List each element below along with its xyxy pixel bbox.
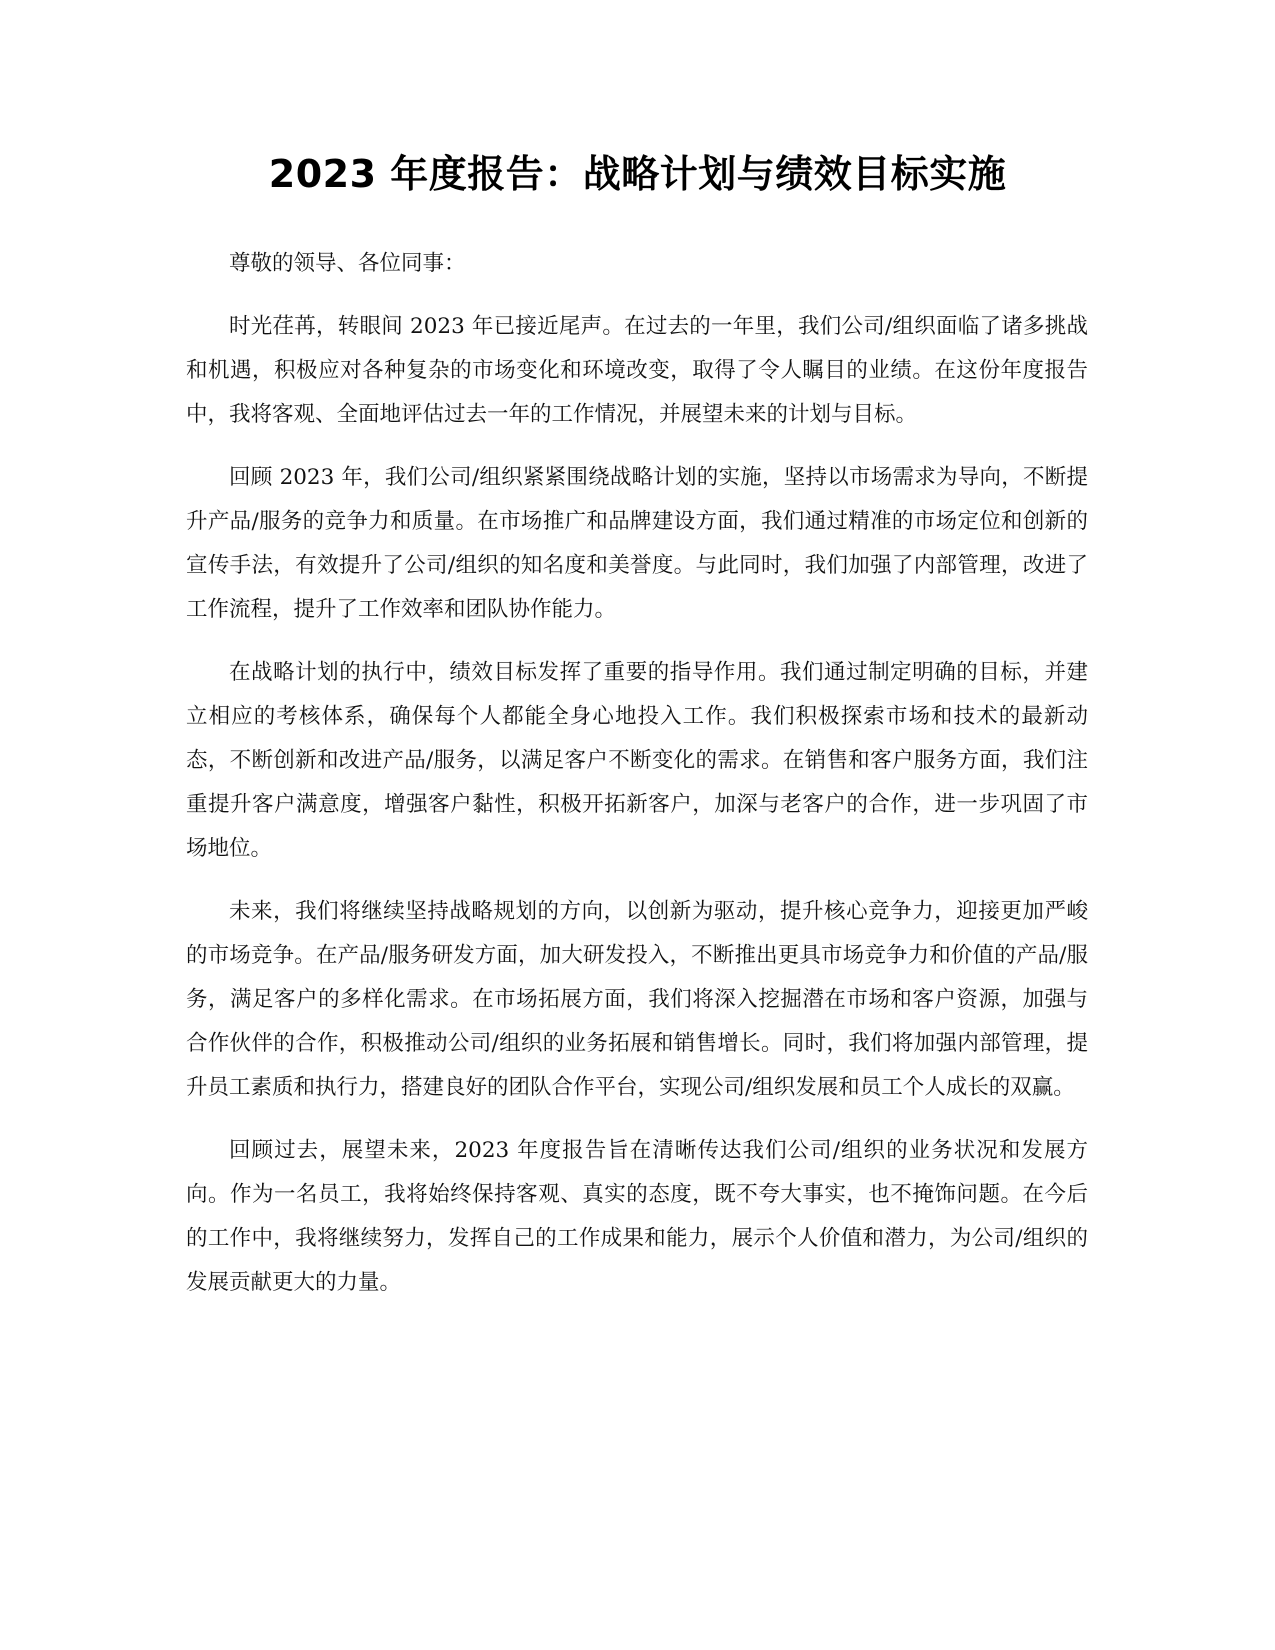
body-paragraph: 在战略计划的执行中，绩效目标发挥了重要的指导作用。我们通过制定明确的目标，并建立相应的考核体系，确保每个人都能全身心地投入工作。我们积极探索市场和技术的最新动态，不断创新和改进产品/服务，以满足客户不断变化的需求。在销售和客户服务方面，我们注重提升客户满意度，增强客户黏性，积极开拓新客户，加深与老客户的合作，进一步巩固了市场地位。 — [186, 660, 1088, 861]
body-paragraph: 回顾 2023 年，我们公司/组织紧紧围绕战略计划的实施，坚持以市场需求为导向，不断提升产品/服务的竞争力和质量。在市场推广和品牌建设方面，我们通过精准的市场定位和创新的宣传手法，有效提升了公司/组织的知名度和美誉度。与此同时，我们加强了内部管理，改进了工作流程，提升了工作效率和团队协作能力。 — [186, 465, 1088, 622]
body-paragraph: 未来，我们将继续坚持战略规划的方向，以创新为驱动，提升核心竞争力，迎接更加严峻的市场竞争。在产品/服务研发方面，加大研发投入，不断推出更具市场竞争力和价值的产品/服务，满足客户的多样化需求。在市场拓展方面，我们将深入挖掘潜在市场和客户资源，加强与合作伙伴的合作，积极推动公司/组织的业务拓展和销售增长。同时，我们将加强内部管理，提升员工素质和执行力，搭建良好的团队合作平台，实现公司/组织发展和员工个人成长的双赢。 — [186, 899, 1088, 1100]
body-paragraph: 回顾过去，展望未来，2023 年度报告旨在清晰传达我们公司/组织的业务状况和发展方向。作为一名员工，我将始终保持客观、真实的态度，既不夸大事实，也不掩饰问题。在今后的工作中，我将继续努力，发挥自己的工作成果和能力，展示个人价值和潜力，为公司/组织的发展贡献更大的力量。 — [186, 1138, 1088, 1295]
document-body — [186, 242, 1088, 1324]
document-title: 2023 年度报告：战略计划与绩效目标实施 — [268, 152, 1007, 196]
salutation-paragraph: 尊敬的领导、各位同事： — [229, 251, 466, 276]
body-paragraph: 时光荏苒，转眼间 2023 年已接近尾声。在过去的一年里，我们公司/组织面临了诸多挑战和机遇，积极应对各种复杂的市场变化和环境改变，取得了令人瞩目的业绩。在这份年度报告中，我将客观、全面地评估过去一年的工作情况，并展望未来的计划与目标。 — [186, 314, 1088, 427]
